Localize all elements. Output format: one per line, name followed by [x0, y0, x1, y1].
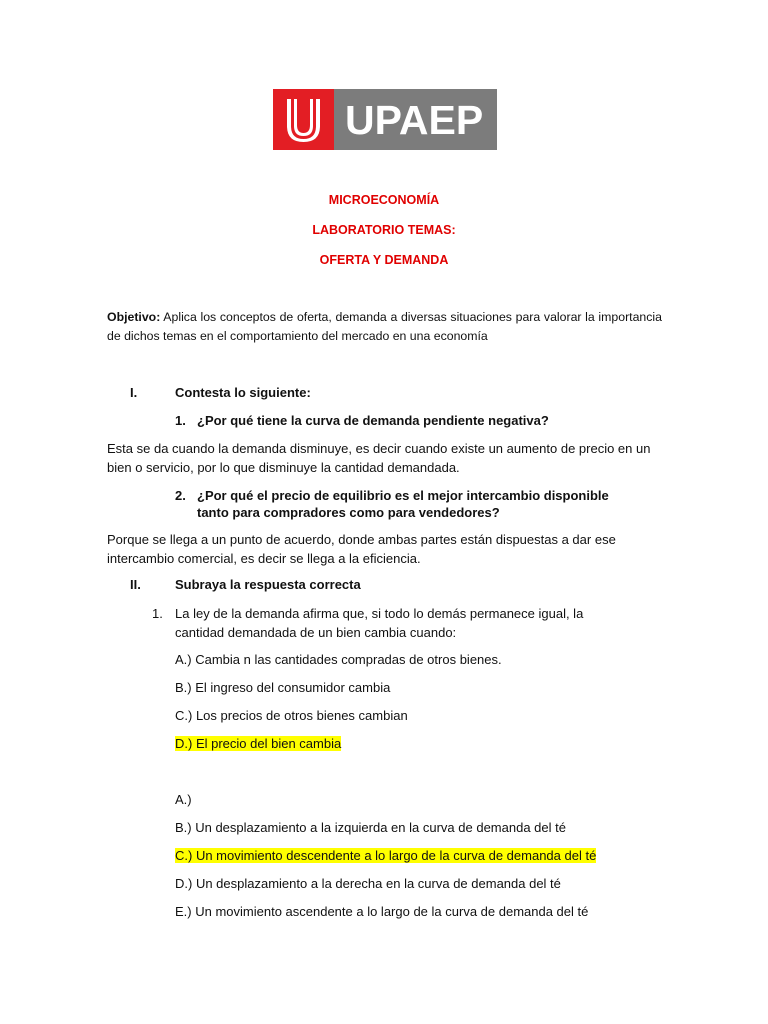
lab-title: LABORATORIO TEMAS: [312, 223, 456, 237]
section-1-title: Contesta lo siguiente: [175, 385, 311, 400]
option2-a: A.) [175, 792, 192, 807]
option-b: B.) El ingreso del consumidor cambia [175, 680, 391, 695]
mc-question-1-number: 1. [152, 606, 163, 621]
option-c: C.) Los precios de otros bienes cambian [175, 708, 408, 723]
question-1-number: 1. [175, 413, 186, 428]
section-1-numeral: I. [130, 385, 138, 400]
option-a: A.) Cambia n las cantidades compradas de otros bienes. [175, 652, 502, 667]
objective-label: Objetivo: [107, 310, 161, 324]
section-2-numeral: II. [130, 577, 141, 592]
option-d-correct: D.) El precio del bien cambia [175, 736, 342, 751]
question-2-number: 2. [175, 488, 186, 503]
upaep-logo [273, 89, 497, 150]
option2-c-correct: C.) Un movimiento descendente a lo largo de la curva de demanda del té [175, 848, 597, 863]
answer-1: Esta se da cuando la demanda disminuye, es decir cuando existe un aumento de precio en un bien o servicio, por lo que disminuye la cantidad demandada. [107, 441, 651, 475]
mc-question-1-line1: La ley de la demanda afirma que, si todo lo demás permanece igual, la [175, 606, 584, 621]
option2-d: D.) Un desplazamiento a la derecha en la curva de demanda del té [175, 876, 561, 891]
answer-2: Porque se llega a un punto de acuerdo, donde ambas partes están dispuestas a dar ese intercambio comercial, es decir se llega a la eficiencia. [107, 532, 616, 566]
logo-wordmark: UPAEP [345, 97, 484, 143]
mc-question-1-line2: cantidad demandada de un bien cambia cuando: [175, 625, 457, 640]
logo-mark [273, 89, 334, 150]
option2-e: E.) Un movimiento ascendente a lo largo de la curva de demanda del té [175, 904, 589, 919]
question-1-text: ¿Por qué tiene la curva de demanda pendiente negativa? [197, 413, 549, 428]
topic-title: OFERTA Y DEMANDA [319, 253, 449, 267]
section-2-title: Subraya la respuesta correcta [175, 577, 361, 592]
question-2-line1: ¿Por qué el precio de equilibrio es el mejor intercambio disponible [197, 488, 609, 503]
objective-text: Aplica los conceptos de oferta, demanda a diversas situaciones para valorar la importancia de dichos temas en el comportamiento del mercado en una economía [107, 310, 662, 343]
option2-b: B.) Un desplazamiento a la izquierda en la curva de demanda del té [175, 820, 566, 835]
u-mark-icon [273, 89, 334, 150]
course-title: MICROECONOMÍA [328, 193, 440, 207]
objective-paragraph [107, 308, 662, 346]
question-2-line2: tanto para compradores como para vendedores? [197, 505, 500, 520]
